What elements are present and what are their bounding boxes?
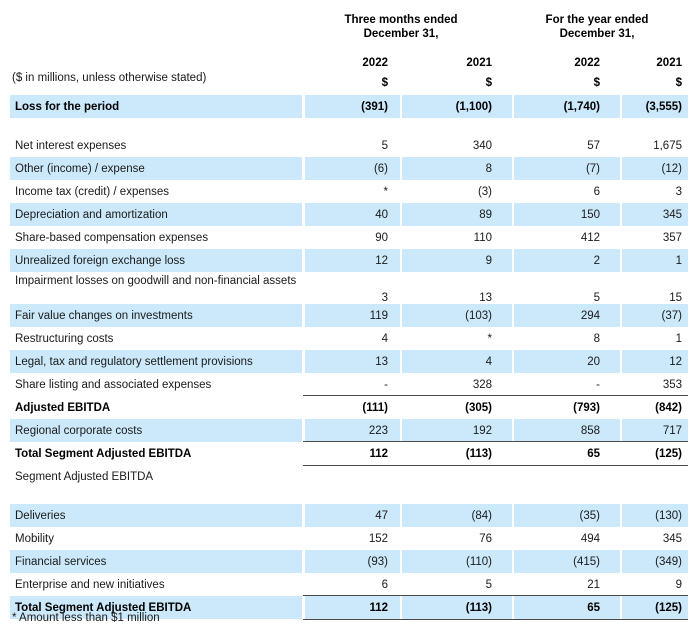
row-label: Loss for the period (15, 100, 120, 113)
row-value: 21 (587, 578, 600, 591)
table-row (0, 573, 700, 596)
row-value: (349) (655, 555, 682, 568)
row-value: 13 (375, 355, 388, 368)
row-value: (111) (362, 401, 388, 414)
table-row (0, 527, 700, 550)
row-value: 13 (479, 292, 492, 304)
row-value: 192 (472, 424, 492, 437)
row-value: (125) (655, 601, 682, 614)
table-spacer-row (0, 118, 700, 134)
row-label: Net interest expenses (15, 139, 127, 152)
row-value: (93) (367, 555, 388, 568)
column-header-currency-4: $ (675, 77, 682, 89)
row-label: Share-based compensation expenses (15, 231, 209, 244)
table-row (0, 327, 700, 350)
row-value: 65 (587, 601, 600, 614)
row-value: 345 (662, 208, 682, 221)
table-row (0, 419, 700, 442)
row-value: (125) (655, 447, 682, 460)
table-row (0, 203, 700, 226)
row-label: Other (income) / expense (15, 162, 145, 175)
row-value: (7) (585, 162, 600, 175)
row-label: Total Segment Adjusted EBITDA (15, 601, 192, 614)
row-value: 353 (662, 378, 682, 391)
row-value: (391) (361, 100, 388, 113)
table-row (0, 95, 700, 118)
column-group-header-year-line1: For the year ended (545, 14, 649, 26)
row-value: - (384, 378, 388, 391)
row-value: 47 (375, 509, 388, 522)
row-label: Enterprise and new initiatives (15, 578, 165, 591)
row-value: 12 (375, 254, 388, 267)
column-header-year-2: 2021 (466, 57, 492, 69)
column-header-currency-3: $ (593, 77, 600, 89)
column-header-currency-2: $ (485, 77, 492, 89)
row-value: (113) (465, 447, 492, 460)
row-value: (842) (655, 401, 682, 414)
column-group-header-quarter (303, 14, 499, 41)
row-value: (1,100) (455, 100, 492, 113)
column-header-year-3: 2022 (574, 57, 600, 69)
row-label: Restructuring costs (15, 332, 114, 345)
row-value: (103) (465, 309, 492, 322)
table-body (0, 95, 700, 619)
row-value: * (487, 332, 492, 345)
row-value: (415) (573, 555, 600, 568)
row-value: 119 (369, 309, 388, 322)
row-value: 57 (587, 139, 600, 152)
row-value: 5 (485, 578, 492, 591)
row-value: (130) (655, 509, 682, 522)
column-group-header-quarter-line1: Three months ended (344, 14, 458, 26)
row-value: (35) (579, 509, 600, 522)
row-value: (84) (471, 509, 492, 522)
row-value: (6) (373, 162, 388, 175)
table-spacer-row (0, 488, 700, 504)
row-value: 1 (675, 332, 682, 345)
row-label: Legal, tax and regulatory settlement provisions (15, 355, 253, 368)
table-row (0, 226, 700, 249)
row-label: Regional corporate costs (15, 424, 143, 437)
row-value: 112 (369, 447, 388, 460)
table-row (0, 249, 700, 272)
row-value: 8 (593, 332, 600, 345)
row-value: 89 (479, 208, 492, 221)
row-label: Deliveries (15, 509, 66, 522)
table-row (0, 272, 700, 304)
row-label: Financial services (15, 555, 107, 568)
column-group-header-year (499, 14, 695, 41)
row-value: 3 (675, 185, 682, 198)
row-value: 345 (662, 532, 682, 545)
row-value: (305) (465, 401, 492, 414)
table-row (0, 373, 700, 396)
row-value: 223 (368, 424, 388, 437)
table-row (0, 134, 700, 157)
row-label: Mobility (15, 532, 54, 545)
row-label: Unrealized foreign exchange loss (15, 254, 186, 267)
column-group-header-quarter-line2: December 31, (363, 27, 439, 40)
row-value: 412 (580, 231, 600, 244)
row-value: 3 (381, 292, 388, 304)
row-label: Impairment losses on goodwill and non-financial assets (15, 275, 297, 287)
column-group-header-year-line2: December 31, (559, 27, 635, 40)
table-row (0, 442, 700, 465)
row-value: * (383, 185, 388, 198)
row-label: Adjusted EBITDA (15, 401, 111, 414)
table-row (0, 550, 700, 573)
row-value: (113) (465, 601, 492, 614)
row-value: 9 (675, 578, 682, 591)
row-label: Segment Adjusted EBITDA (15, 470, 154, 483)
row-value: 112 (369, 601, 388, 614)
table-row (0, 180, 700, 203)
row-value: 294 (580, 309, 600, 322)
row-value: 15 (669, 292, 682, 304)
row-value: 4 (381, 332, 388, 345)
row-value: 717 (662, 424, 682, 437)
row-value: 328 (472, 378, 492, 391)
row-value: 6 (381, 578, 388, 591)
table-row (0, 465, 700, 488)
column-header-year-4: 2021 (656, 57, 682, 69)
row-value: (110) (466, 555, 492, 568)
row-value: (793) (573, 401, 600, 414)
row-value: 1,675 (653, 139, 682, 152)
row-label: Total Segment Adjusted EBITDA (15, 447, 192, 460)
row-value: 9 (485, 254, 492, 267)
row-value: 12 (669, 355, 682, 368)
row-value: 4 (485, 355, 492, 368)
row-value: 20 (587, 355, 600, 368)
row-value: 152 (368, 532, 388, 545)
row-value: 494 (580, 532, 600, 545)
row-value: (3,555) (645, 100, 682, 113)
table-row (0, 504, 700, 527)
row-value: (37) (661, 309, 682, 322)
row-value: 340 (472, 139, 492, 152)
row-value: 150 (580, 208, 600, 221)
table-row (0, 304, 700, 327)
row-value: 110 (473, 231, 492, 244)
column-header-currency-1: $ (381, 77, 388, 89)
row-label: Share listing and associated expenses (15, 378, 212, 391)
row-value: 90 (375, 231, 388, 244)
row-value: - (596, 378, 600, 391)
row-label: Fair value changes on investments (15, 309, 193, 322)
row-value: 5 (593, 292, 600, 304)
row-value: 2 (593, 254, 600, 267)
row-value: 76 (479, 532, 492, 545)
row-value: 357 (662, 231, 682, 244)
row-value: (3) (477, 185, 492, 198)
row-label: Income tax (credit) / expenses (15, 185, 170, 198)
row-value: 858 (580, 424, 600, 437)
table-row (0, 350, 700, 373)
units-note: ($ in millions, unless otherwise stated) (12, 72, 207, 84)
row-value: 1 (675, 254, 682, 267)
row-value: 5 (381, 139, 388, 152)
row-value: 6 (593, 185, 600, 198)
row-label: Depreciation and amortization (15, 208, 168, 221)
row-value: 8 (485, 162, 492, 175)
table-row (0, 157, 700, 180)
footnote: * Amount less than $1 million (12, 612, 160, 624)
column-header-year-1: 2022 (362, 57, 388, 69)
table-row (0, 396, 700, 419)
row-value: (1,740) (563, 100, 600, 113)
row-value: 40 (375, 208, 388, 221)
table-rule-bottom (303, 619, 688, 620)
row-value: (12) (661, 162, 682, 175)
row-value: 65 (587, 447, 600, 460)
